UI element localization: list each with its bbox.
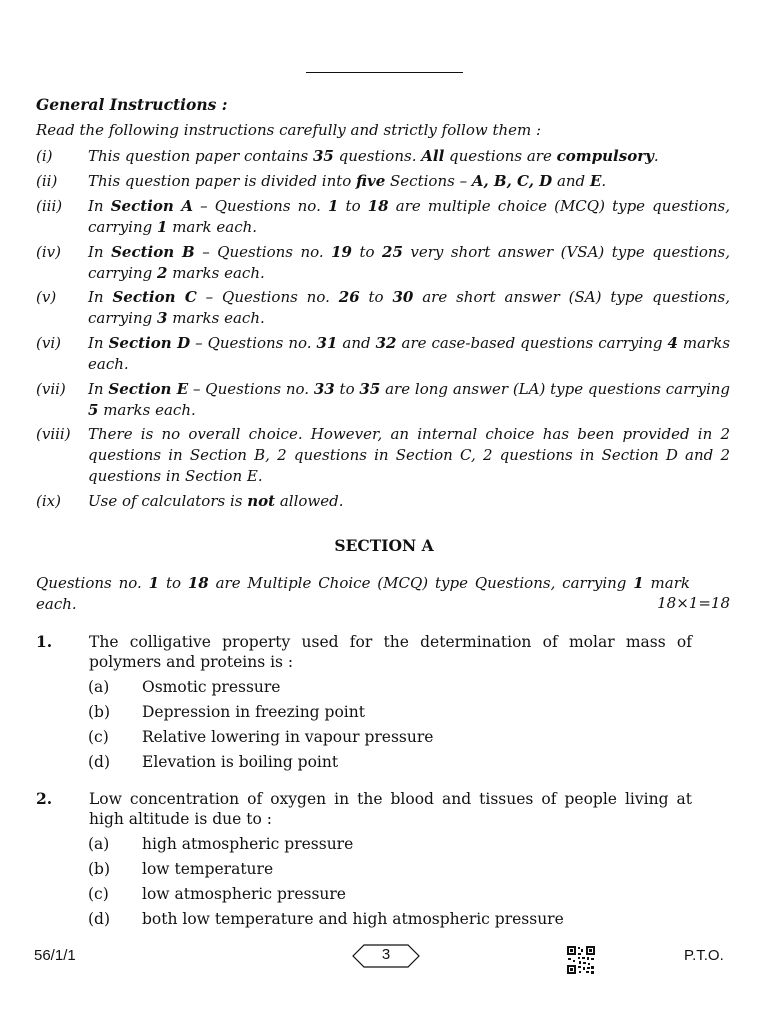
instruction-number: (iii)	[36, 197, 63, 215]
emphasis-text: E	[589, 172, 602, 190]
option	[88, 728, 433, 746]
option	[88, 885, 346, 903]
instruction-number: (ii)	[36, 172, 58, 190]
emphasis-text: Section E	[108, 380, 189, 398]
instruction-item	[36, 196, 730, 238]
emphasis-text: five	[356, 172, 386, 190]
option-label: (b)	[88, 860, 111, 878]
emphasis-text: 4	[667, 334, 678, 352]
emphasis-text: 19	[331, 243, 352, 261]
instruction-text: In Section A – Questions no. 1 to 18 are multiple choice (MCQ) type questions, carrying 1 mark each.	[88, 197, 730, 236]
top-rule	[306, 72, 463, 73]
emphasis-text: A, B, C, D	[471, 172, 553, 190]
general-instructions-title: General Instructions :	[36, 95, 228, 114]
instruction-text: This question paper is divided into five Sections – A, B, C, D and E.	[88, 172, 607, 190]
instruction-number: (i)	[36, 147, 53, 165]
option-text: low temperature	[142, 860, 274, 878]
qr-code-icon	[566, 945, 596, 975]
option-label: (c)	[88, 885, 109, 903]
emphasis-text: 32	[375, 334, 397, 352]
question-text: Low concentration of oxygen in the blood and tissues of people living at high altitude is due to :	[89, 790, 692, 828]
option-text: both low temperature and high atmospheric pressure	[142, 910, 564, 928]
emphasis-text: 35	[313, 147, 334, 165]
pto-label: P.T.O.	[684, 947, 724, 964]
emphasis-text: 1	[327, 197, 339, 215]
emphasis-text: 26	[338, 288, 360, 306]
option	[88, 703, 365, 721]
emphasis-text: 1	[157, 218, 168, 236]
option-text: Elevation is boiling point	[142, 753, 339, 771]
emphasis-text: 18	[367, 197, 389, 215]
emphasis-text: not	[247, 492, 276, 510]
question-stem	[36, 789, 692, 829]
option-label: (a)	[88, 835, 110, 853]
option-label: (c)	[88, 728, 109, 746]
page-number-box	[352, 944, 420, 968]
instruction-number: (vii)	[36, 380, 66, 398]
instruction-number: (viii)	[36, 425, 71, 443]
question-text: The colligative property used for the determination of molar mass of polymers and proteins is :	[89, 633, 692, 671]
question-number: 2.	[36, 789, 53, 808]
instruction-text: This question paper contains 35 questions. All questions are compulsory.	[88, 147, 659, 165]
option-text: high atmospheric pressure	[142, 835, 354, 853]
option-label: (b)	[88, 703, 111, 721]
emphasis-text: All	[421, 147, 445, 165]
instruction-item	[36, 287, 730, 329]
instruction-item	[36, 379, 730, 421]
emphasis-text: 31	[316, 334, 338, 352]
instruction-text: Use of calculators is not allowed.	[88, 492, 344, 510]
general-instructions-intro: Read the following instructions carefully and strictly follow them :	[36, 121, 542, 139]
emphasis-text: Section B	[111, 243, 195, 261]
question-number: 1.	[36, 632, 53, 651]
instruction-text: In Section E – Questions no. 33 to 35 are long answer (LA) type questions carrying 5 marks each.	[88, 380, 730, 419]
emphasis-text: 30	[392, 288, 414, 306]
option	[88, 910, 564, 928]
emphasis-text: 1	[633, 574, 644, 592]
option	[88, 753, 338, 771]
option-text: Osmotic pressure	[142, 678, 281, 696]
section-marks: 18×1=18	[657, 594, 730, 612]
emphasis-text: 33	[313, 380, 335, 398]
option-label: (d)	[88, 910, 111, 928]
emphasis-text: Section D	[108, 334, 191, 352]
option-text: low atmospheric pressure	[142, 885, 346, 903]
emphasis-text: 5	[88, 401, 99, 419]
instruction-number: (vi)	[36, 334, 61, 352]
footer-code: 56/1/1	[34, 947, 76, 964]
instruction-item	[36, 242, 730, 284]
instruction-item	[36, 491, 730, 512]
instruction-text: There is no overall choice. However, an internal choice has been provided in 2 questions in Section B, 2 questions in Section C, 2 questions in Section D and 2 questions in Section E.	[88, 425, 730, 485]
section-heading: SECTION A	[334, 536, 434, 555]
instruction-item	[36, 333, 730, 375]
option	[88, 860, 273, 878]
option-text: Relative lowering in vapour pressure	[142, 728, 434, 746]
instruction-number: (v)	[36, 288, 57, 306]
instruction-text: In Section C – Questions no. 26 to 30 are short answer (SA) type questions, carrying 3 marks each.	[88, 288, 730, 327]
emphasis-text: 35	[359, 380, 381, 398]
emphasis-text: 2	[157, 264, 168, 282]
option-label: (a)	[88, 678, 110, 696]
page-number: 3	[381, 946, 391, 963]
instruction-text: In Section B – Questions no. 19 to 25 very short answer (VSA) type questions, carrying 2 marks each.	[88, 243, 731, 282]
instruction-number: (iv)	[36, 243, 61, 261]
emphasis-text: Section C	[112, 288, 197, 306]
instruction-item	[36, 171, 730, 192]
option-text: Depression in freezing point	[142, 703, 365, 721]
emphasis-text: 18	[187, 574, 209, 592]
option	[88, 835, 353, 853]
question-stem	[36, 632, 692, 672]
emphasis-text: 3	[157, 309, 168, 327]
instruction-number: (ix)	[36, 492, 61, 510]
emphasis-text: Section A	[110, 197, 193, 215]
instruction-text: In Section D – Questions no. 31 and 32 are case-based questions carrying 4 marks each.	[88, 334, 731, 373]
emphasis-text: compulsory	[556, 147, 654, 165]
option	[88, 678, 280, 696]
option-label: (d)	[88, 753, 111, 771]
instruction-item	[36, 146, 730, 167]
emphasis-text: 25	[382, 243, 403, 261]
section-intro: Questions no. 1 to 18 are Multiple Choice (MCQ) type Questions, carrying 1 mark each.	[36, 574, 690, 613]
instruction-item	[36, 424, 730, 487]
emphasis-text: 1	[148, 574, 160, 592]
